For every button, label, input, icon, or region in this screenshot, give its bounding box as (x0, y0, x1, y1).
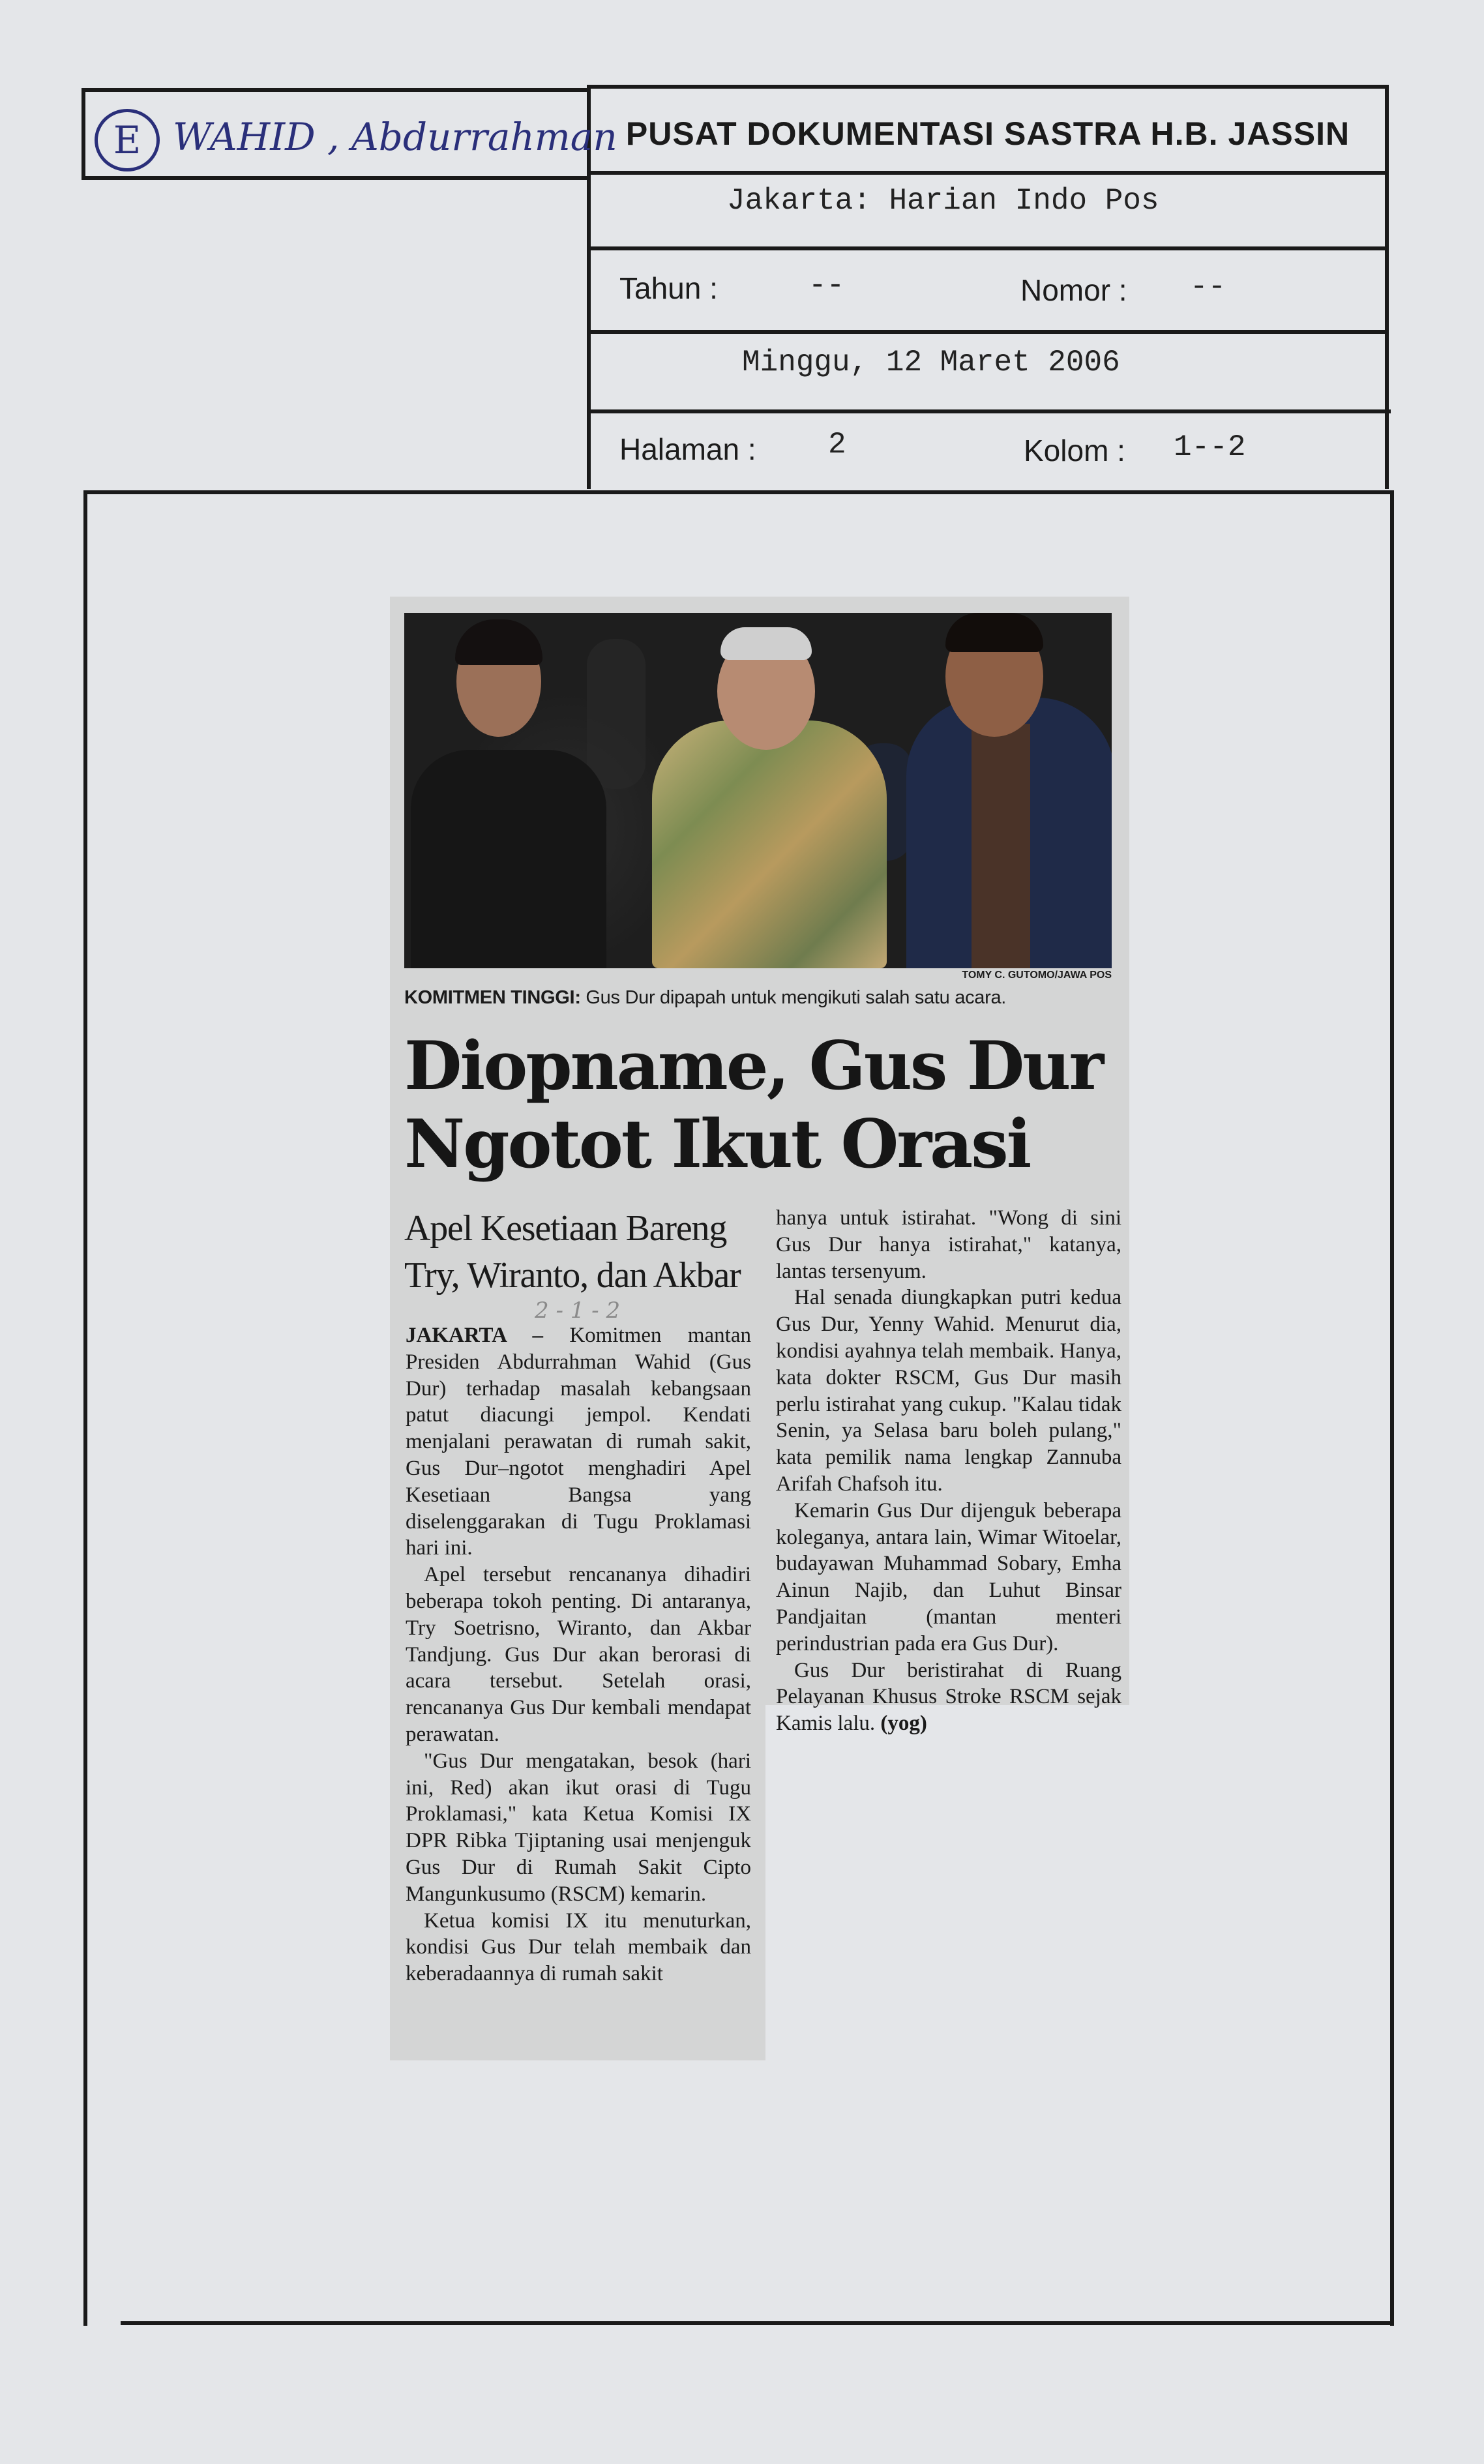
article-paragraph: Ketua komisi IX itu menuturkan, kondisi Gus Dur telah membaik dan keberadaannya di rumah sakit (406, 1908, 751, 1986)
dateline: JAKARTA – (406, 1324, 543, 1347)
article-paragraph: Kemarin Gus Dur dijenguk beberapa koleganya, antara lain, Wimar Witoelar, budayawan Muhammad Sobary, Emha Ainun Najib, dan Luhut Binsar Pandjaitan (mantan menteri perindustrian pada era Gus Dur). (776, 1498, 1121, 1655)
article-column-1 (406, 1322, 751, 1987)
pencil-note: 2 - 1 - 2 (535, 1298, 621, 1324)
signoff: (yog) (880, 1712, 927, 1736)
halaman-value: 2 (828, 428, 846, 462)
form-rule (587, 85, 1389, 89)
frame-rule (1390, 490, 1394, 2326)
kolom-value: 1--2 (1174, 430, 1246, 464)
handwritten-label (95, 98, 617, 176)
tahun-label: Tahun : (619, 271, 718, 305)
form-rule (590, 246, 1389, 250)
form-rule (82, 88, 85, 180)
nomor-value: -- (1190, 270, 1226, 304)
form-rule (590, 330, 1389, 334)
article-paragraph: "Gus Dur mengatakan, besok (hari ini, Red) akan ikut orasi di Tugu Proklamasi," kata Ketua Komisi IX DPR Ribka Tjiptaning usai menjenguk Gus Dur di Rumah Sakit Cipto Mangunkusumo (RSCM) kemarin. (406, 1749, 751, 1906)
headline (404, 1027, 1128, 1183)
headline-line-2: Ngotot Ikut Orasi (404, 1105, 1030, 1183)
article-paragraph: Hal senada diungkapkan putri kedua Gus Dur, Yenny Wahid. Menurut dia, kondisi ayahnya telah membaik. Hanya, kata dokter RSCM, Gus Dur masih perlu istirahat yang cukup. "Kalau tidak Senin, ya Selasa baru boleh pulang," kata pemilik nama lengkap Zannuba Arifah Chafsoh itu. (776, 1286, 1121, 1496)
nomor-label: Nomor : (1020, 273, 1127, 307)
frame-rule (83, 490, 87, 2326)
caption-lead: KOMITMEN TINGGI: (404, 987, 581, 1008)
form-rule (82, 88, 590, 92)
article-paragraph: Apel tersebut rencananya dihadiri beberapa tokoh penting. Di antaranya, Try Soetrisno, Wiranto, dan Akbar Tandjung. Gus Dur akan berorasi di acara tersebut. Setelah orasi, rencananya Gus Dur kembali mendapat perawatan. (406, 1563, 751, 1746)
caption-text: Gus Dur dipapah untuk mengikuti salah satu acara. (580, 987, 1007, 1008)
article-paragraph: JAKARTA – Komitmen mantan Presiden Abdurrahman Wahid (Gus Dur) terhadap masalah kebangsaan patut diacungi jempol. Kendati menjalani perawatan di rumah sakit, Gus Dur–ngotot menghadiri Apel Kesetiaan Bangsa yang diselenggarakan di Tugu Proklamasi hari ini. (406, 1324, 751, 1560)
headline-line-1: Diopname, Gus Dur (404, 1027, 1103, 1105)
news-photo (404, 613, 1112, 968)
article-paragraph: Gus Dur beristirahat di Ruang Pelayanan Khusus Stroke RSCM sejak Kamis lalu. (yog) (776, 1658, 1121, 1736)
handwritten-code: E (95, 109, 160, 171)
tahun-value: -- (809, 269, 845, 303)
form-rule (587, 171, 1389, 175)
form-rule (590, 409, 1391, 413)
date-field: Minggu, 12 Maret 2006 (742, 346, 1120, 379)
halaman-label: Halaman : (619, 432, 756, 466)
source-field: Jakarta: Harian Indo Pos (727, 184, 1159, 218)
article-column-2 (776, 1205, 1121, 1737)
photo-caption (404, 987, 1121, 1013)
form-rule (1385, 85, 1389, 489)
article-paragraph: hanya untuk istirahat. "Wong di sini Gus Dur hanya istirahat," katanya, lantas tersenyum. (776, 1206, 1121, 1283)
photo-credit: TOMY C. GUTOMO/JAWA POS (962, 970, 1112, 981)
handwritten-name: WAHID , Abdurrahman (173, 115, 617, 159)
form-rule (82, 176, 590, 180)
institution-title: PUSAT DOKUMENTASI SASTRA H.B. JASSIN (625, 115, 1350, 152)
frame-rule (121, 2321, 1394, 2325)
frame-rule (83, 490, 1394, 494)
subheadline: Apel Kesetiaan Bareng Try, Wiranto, dan Akbar (404, 1208, 741, 1296)
kolom-label: Kolom : (1024, 434, 1125, 468)
